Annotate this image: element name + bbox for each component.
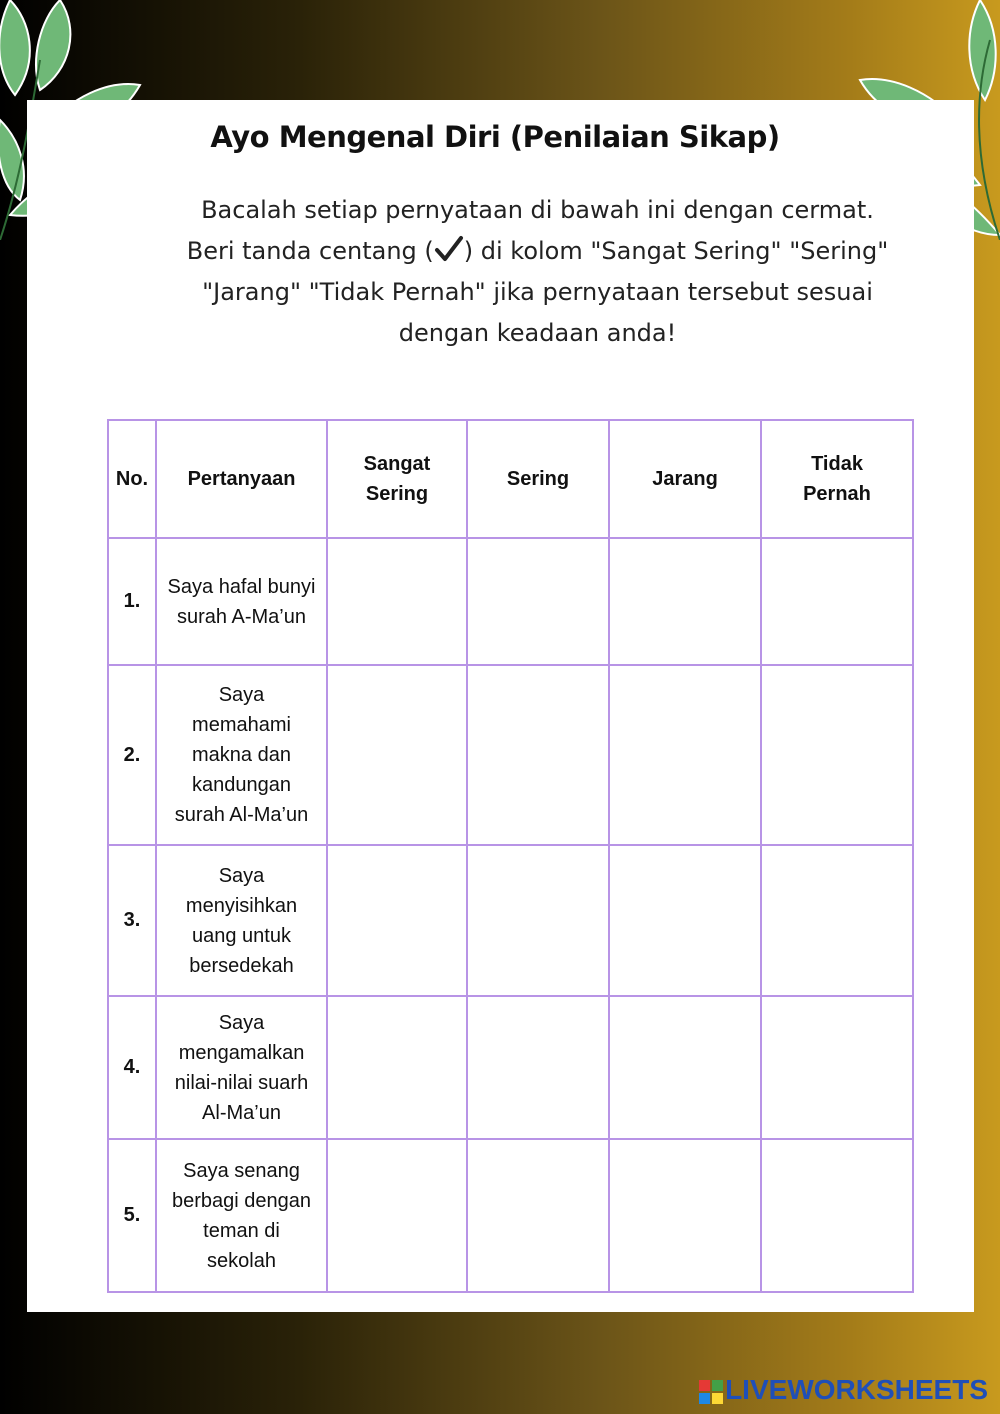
statement-line: sekolah <box>207 1249 276 1272</box>
answer-cell-sangat-sering[interactable] <box>327 996 467 1139</box>
answer-cell-jarang[interactable] <box>609 665 761 845</box>
statement-line: surah Al-Ma’un <box>174 804 309 826</box>
statement-line: mengamalkan <box>178 1041 305 1064</box>
statement-line: Al-Ma’un <box>202 1101 281 1124</box>
statement-line: Saya hafal bunyi <box>167 575 316 598</box>
table-row <box>108 845 913 996</box>
statement-cell <box>156 845 327 996</box>
answer-cell-jarang[interactable] <box>609 1139 761 1292</box>
statement-cell <box>156 996 327 1139</box>
answer-cell-sangat-sering[interactable] <box>327 665 467 845</box>
instructions <box>150 190 925 354</box>
header-no: No. <box>108 420 156 538</box>
answer-cell-sangat-sering[interactable] <box>327 538 467 665</box>
answer-cell-tidak-pernah[interactable] <box>761 845 913 996</box>
answer-cell-jarang[interactable] <box>609 845 761 996</box>
instructions-line-3: "Jarang" "Tidak Pernah" jika pernyataan tersebut sesuai <box>202 278 873 306</box>
instructions-line-2-end: ) di kolom "Sangat Sering" "Sering" <box>463 237 889 265</box>
answer-cell-sangat-sering[interactable] <box>327 845 467 996</box>
answer-cell-tidak-pernah[interactable] <box>761 996 913 1139</box>
answer-cell-sangat-sering[interactable] <box>327 1139 467 1292</box>
table-row <box>108 996 913 1139</box>
statement-line: surah A-Ma’un <box>177 605 306 628</box>
statement-line: nilai-nilai suarh <box>174 1071 309 1094</box>
answer-cell-sering[interactable] <box>467 1139 609 1292</box>
row-number: 1. <box>108 538 156 665</box>
liveworksheets-logo-icon <box>699 1380 723 1404</box>
answer-cell-tidak-pernah[interactable] <box>761 665 913 845</box>
header-tidak-pernah-line-2: Pernah <box>803 483 871 505</box>
answer-cell-tidak-pernah[interactable] <box>761 1139 913 1292</box>
row-number: 2. <box>108 665 156 845</box>
table-row <box>108 665 913 845</box>
instructions-line-2 <box>150 231 925 272</box>
statement-line: uang untuk <box>192 924 291 947</box>
statement-line: Saya senang <box>183 1159 300 1182</box>
statement-line: kandungan <box>192 774 291 796</box>
header-question: Pertanyaan <box>156 420 327 538</box>
statement-line: makna dan <box>192 744 291 766</box>
answer-cell-tidak-pernah[interactable] <box>761 538 913 665</box>
answer-cell-jarang[interactable] <box>609 538 761 665</box>
page-title: Ayo Mengenal Diri (Penilaian Sikap) <box>210 120 780 154</box>
header-row <box>108 420 913 538</box>
header-sangat-sering-line-1: Sangat <box>363 453 431 475</box>
answer-cell-sering[interactable] <box>467 538 609 665</box>
header-jarang: Jarang <box>609 420 761 538</box>
row-number: 3. <box>108 845 156 996</box>
statement-cell <box>156 665 327 845</box>
table-row <box>108 538 913 665</box>
statement-line: Saya <box>218 864 265 887</box>
statement-line: berbagi dengan <box>171 1189 311 1212</box>
row-number: 4. <box>108 996 156 1139</box>
header-sangat-sering <box>327 420 467 538</box>
row-number: 5. <box>108 1139 156 1292</box>
statement-line: teman di <box>203 1219 280 1242</box>
statement-cell <box>156 1139 327 1292</box>
header-tidak-pernah-line-1: Tidak <box>811 453 863 475</box>
statement-cell <box>156 538 327 665</box>
instructions-line-1: Bacalah setiap pernyataan di bawah ini dengan cermat. <box>201 196 874 224</box>
checkmark-icon <box>434 235 464 263</box>
statement-line: bersedekah <box>189 954 294 977</box>
answer-cell-sering[interactable] <box>467 665 609 845</box>
statement-line: menyisihkan <box>185 894 298 917</box>
header-tidak-pernah <box>761 420 913 538</box>
brand-watermark[interactable] <box>699 1374 988 1406</box>
instructions-line-2-start: Beri tanda centang ( <box>186 237 434 265</box>
brand-name: LIVEWORKSHEETS <box>725 1374 988 1405</box>
instructions-line-4: dengan keadaan anda! <box>398 319 677 347</box>
header-sangat-sering-line-2: Sering <box>365 483 429 505</box>
statement-line: Saya <box>218 1011 265 1034</box>
answer-cell-jarang[interactable] <box>609 996 761 1139</box>
header-sering: Sering <box>467 420 609 538</box>
statement-line: Saya <box>218 684 265 706</box>
answer-cell-sering[interactable] <box>467 996 609 1139</box>
assessment-table <box>107 419 914 1293</box>
answer-cell-sering[interactable] <box>467 845 609 996</box>
statement-line: memahami <box>192 714 291 736</box>
table-row <box>108 1139 913 1292</box>
